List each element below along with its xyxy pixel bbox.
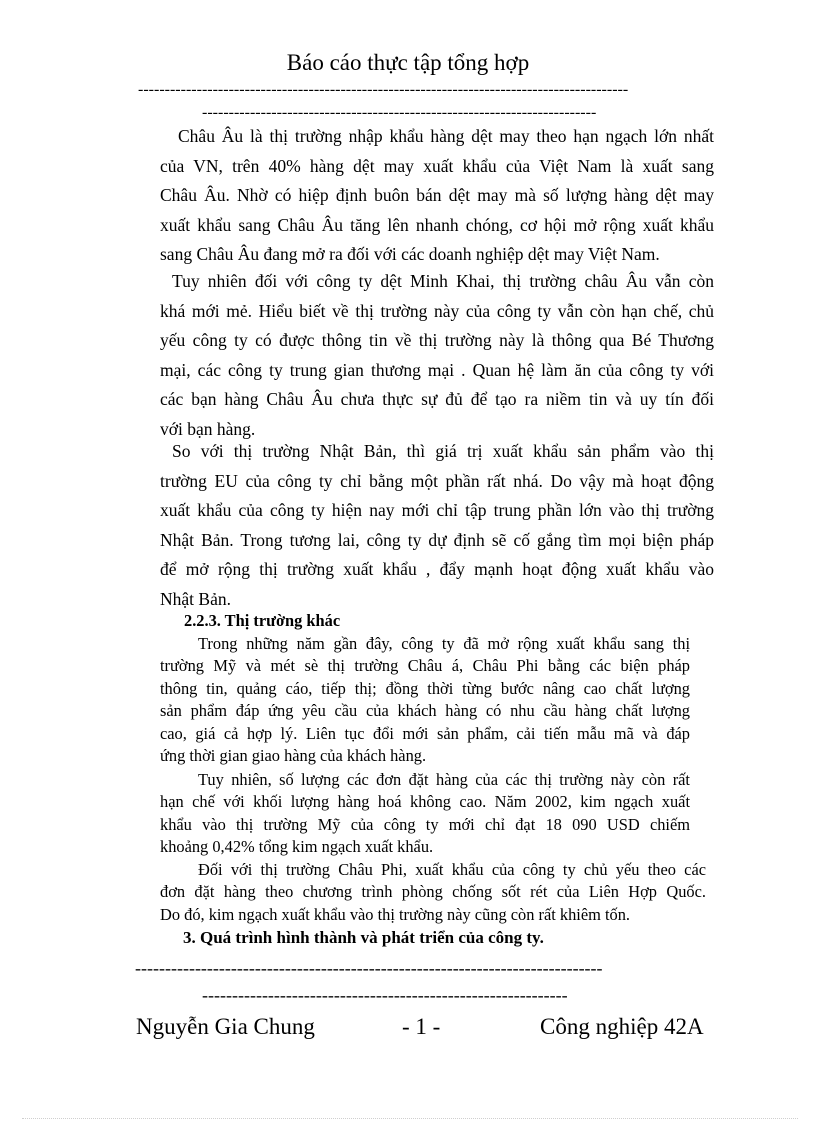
page-bottom-border bbox=[22, 1118, 798, 1119]
paragraph-europe-market bbox=[160, 122, 714, 270]
paragraph-line: sang Châu Âu đang mở ra đối với các doanh nghiệp dệt may Việt Nam. bbox=[160, 244, 660, 264]
paragraph-line: Nhật Bản. Trong tương lai, công ty dự định sẽ cố gắng tìm mọi biện pháp bbox=[160, 529, 714, 550]
paragraph-line: yếu công ty có được thông tin về thị trường này là thông qua Bé Thương bbox=[160, 330, 714, 350]
paragraph-line: để mở rộng thị trường xuất khẩu , đẩy mạnh hoạt động xuất khẩu vào bbox=[160, 559, 714, 579]
paragraph-line: cao, giá cả hợp lý. Liên tục đổi mới sản phẩm, cải tiến mẫu mã và đáp bbox=[160, 723, 690, 743]
paragraph-line: sản phẩm đáp ứng yêu cầu của khách hàng có nhu cầu hàng chất lượng bbox=[160, 701, 690, 721]
paragraph-japan-comparison bbox=[160, 437, 714, 614]
header-rule-top: -------------------------------------------------------------------------------------------- bbox=[138, 81, 629, 98]
paragraph-line: ứng thời gian giao hàng của khách hàng. bbox=[160, 745, 427, 765]
paragraph-line: trường Mỹ và mét sè thị trường Châu á, Châu Phi bằng các biện pháp bbox=[160, 656, 690, 676]
paragraph-line: khẩu vào thị trường Mỹ của công ty mới chỉ đạt 18 090 USD chiếm bbox=[160, 814, 690, 834]
closing-heading-text: Quá trình hình thành và phát triển của công ty bbox=[200, 928, 540, 947]
paragraph-line: Tuy nhiên, số lượng các đơn đặt hàng của các thị trường này còn rất bbox=[198, 770, 690, 789]
paragraph-line: Nhật Bản. bbox=[160, 588, 231, 609]
paragraph-line: trường EU của công ty chỉ bằng một phần rất nhá. Do vậy mà hoạt động bbox=[160, 470, 714, 491]
paragraph-other-markets bbox=[160, 633, 690, 767]
closing-heading-period: . bbox=[539, 928, 544, 947]
paragraph-line: Tuy nhiên đối với công ty dệt Minh Khai, thị trường châu Âu vẫn còn bbox=[172, 271, 714, 291]
paragraph-line: với bạn hàng. bbox=[160, 418, 256, 439]
paragraph-line: của VN, trên 40% hàng dệt may xuất khẩu của Việt Nam là xuất sang bbox=[160, 155, 714, 176]
page-header-title: Báo cáo thực tập tổng hợp bbox=[286, 50, 530, 75]
paragraph-line: khoảng 0,42% tổng kim ngạch xuất khẩu. bbox=[160, 837, 434, 857]
section-heading: 2.2.3. Thị trường khác bbox=[184, 611, 341, 630]
paragraph-line: mại, các công ty trung gian thương mại . Quan hệ làm ăn của công ty với bbox=[160, 359, 714, 380]
paragraph-line: Châu Âu là thị trường nhập khẩu hàng dệt may theo hạn ngạch lớn nhất bbox=[178, 126, 714, 146]
paragraph-line: Do đó, kim ngạch xuất khẩu vào thị trường này cũng còn rất khiêm tốn. bbox=[160, 904, 631, 924]
paragraph-line: Trong những năm gần đây, công ty đã mở rộng xuất khẩu sang thị bbox=[198, 634, 690, 653]
footer-page-number: - 1 - bbox=[402, 1014, 441, 1039]
closing-heading bbox=[183, 928, 544, 948]
paragraph-us-market bbox=[160, 769, 690, 859]
paragraph-line: đơn đặt hàng theo chương trình phòng chống sốt rét của Liên Hợp Quốc. bbox=[160, 882, 706, 902]
paragraph-africa-market bbox=[160, 859, 706, 926]
footer-rule-top: ------------------------------------------------------------------------------ bbox=[135, 958, 603, 978]
paragraph-line: thông tin, quảng cáo, tiếp thị; đồng thời từng bước nâng cao chất lượng bbox=[160, 678, 690, 698]
footer-class: Công nghiệp 42A bbox=[540, 1014, 704, 1039]
footer-author: Nguyễn Gia Chung bbox=[136, 1014, 315, 1039]
closing-heading-number: 3. bbox=[183, 928, 196, 947]
paragraph-line: Châu Âu. Nhờ có hiệp định buôn bán dệt may mà số lượng hàng dệt may bbox=[160, 185, 714, 205]
paragraph-line: Đối với thị trường Châu Phi, xuất khẩu của công ty chủ yếu theo các bbox=[198, 860, 706, 879]
paragraph-line: các bạn hàng Châu Âu chưa thực sự đủ để tạo ra niềm tin và uy tín đối bbox=[160, 389, 714, 409]
header-rule-bottom: -------------------------------------------------------------------------- bbox=[202, 104, 597, 121]
paragraph-line: khá mới mẻ. Hiểu biết về thị trường này của công ty vẫn còn hạn chế, chủ bbox=[160, 300, 714, 321]
footer-rule-bottom: ------------------------------------------------------------- bbox=[202, 985, 568, 1005]
paragraph-minh-khai bbox=[160, 267, 714, 444]
paragraph-line: xuất khẩu sang Châu Âu tăng lên nhanh chóng, cơ hội mở rộng xuất khẩu bbox=[160, 214, 714, 235]
paragraph-line: xuất khẩu của công ty hiện nay mới chỉ tập trung phần lớn vào thị trường bbox=[160, 500, 714, 520]
paragraph-line: hạn chế với khối lượng hàng hoá không cao. Năm 2002, kim ngạch xuất bbox=[160, 792, 690, 812]
paragraph-line: So với thị trường Nhật Bản, thì giá trị xuất khẩu sản phẩm vào thị bbox=[172, 441, 714, 461]
